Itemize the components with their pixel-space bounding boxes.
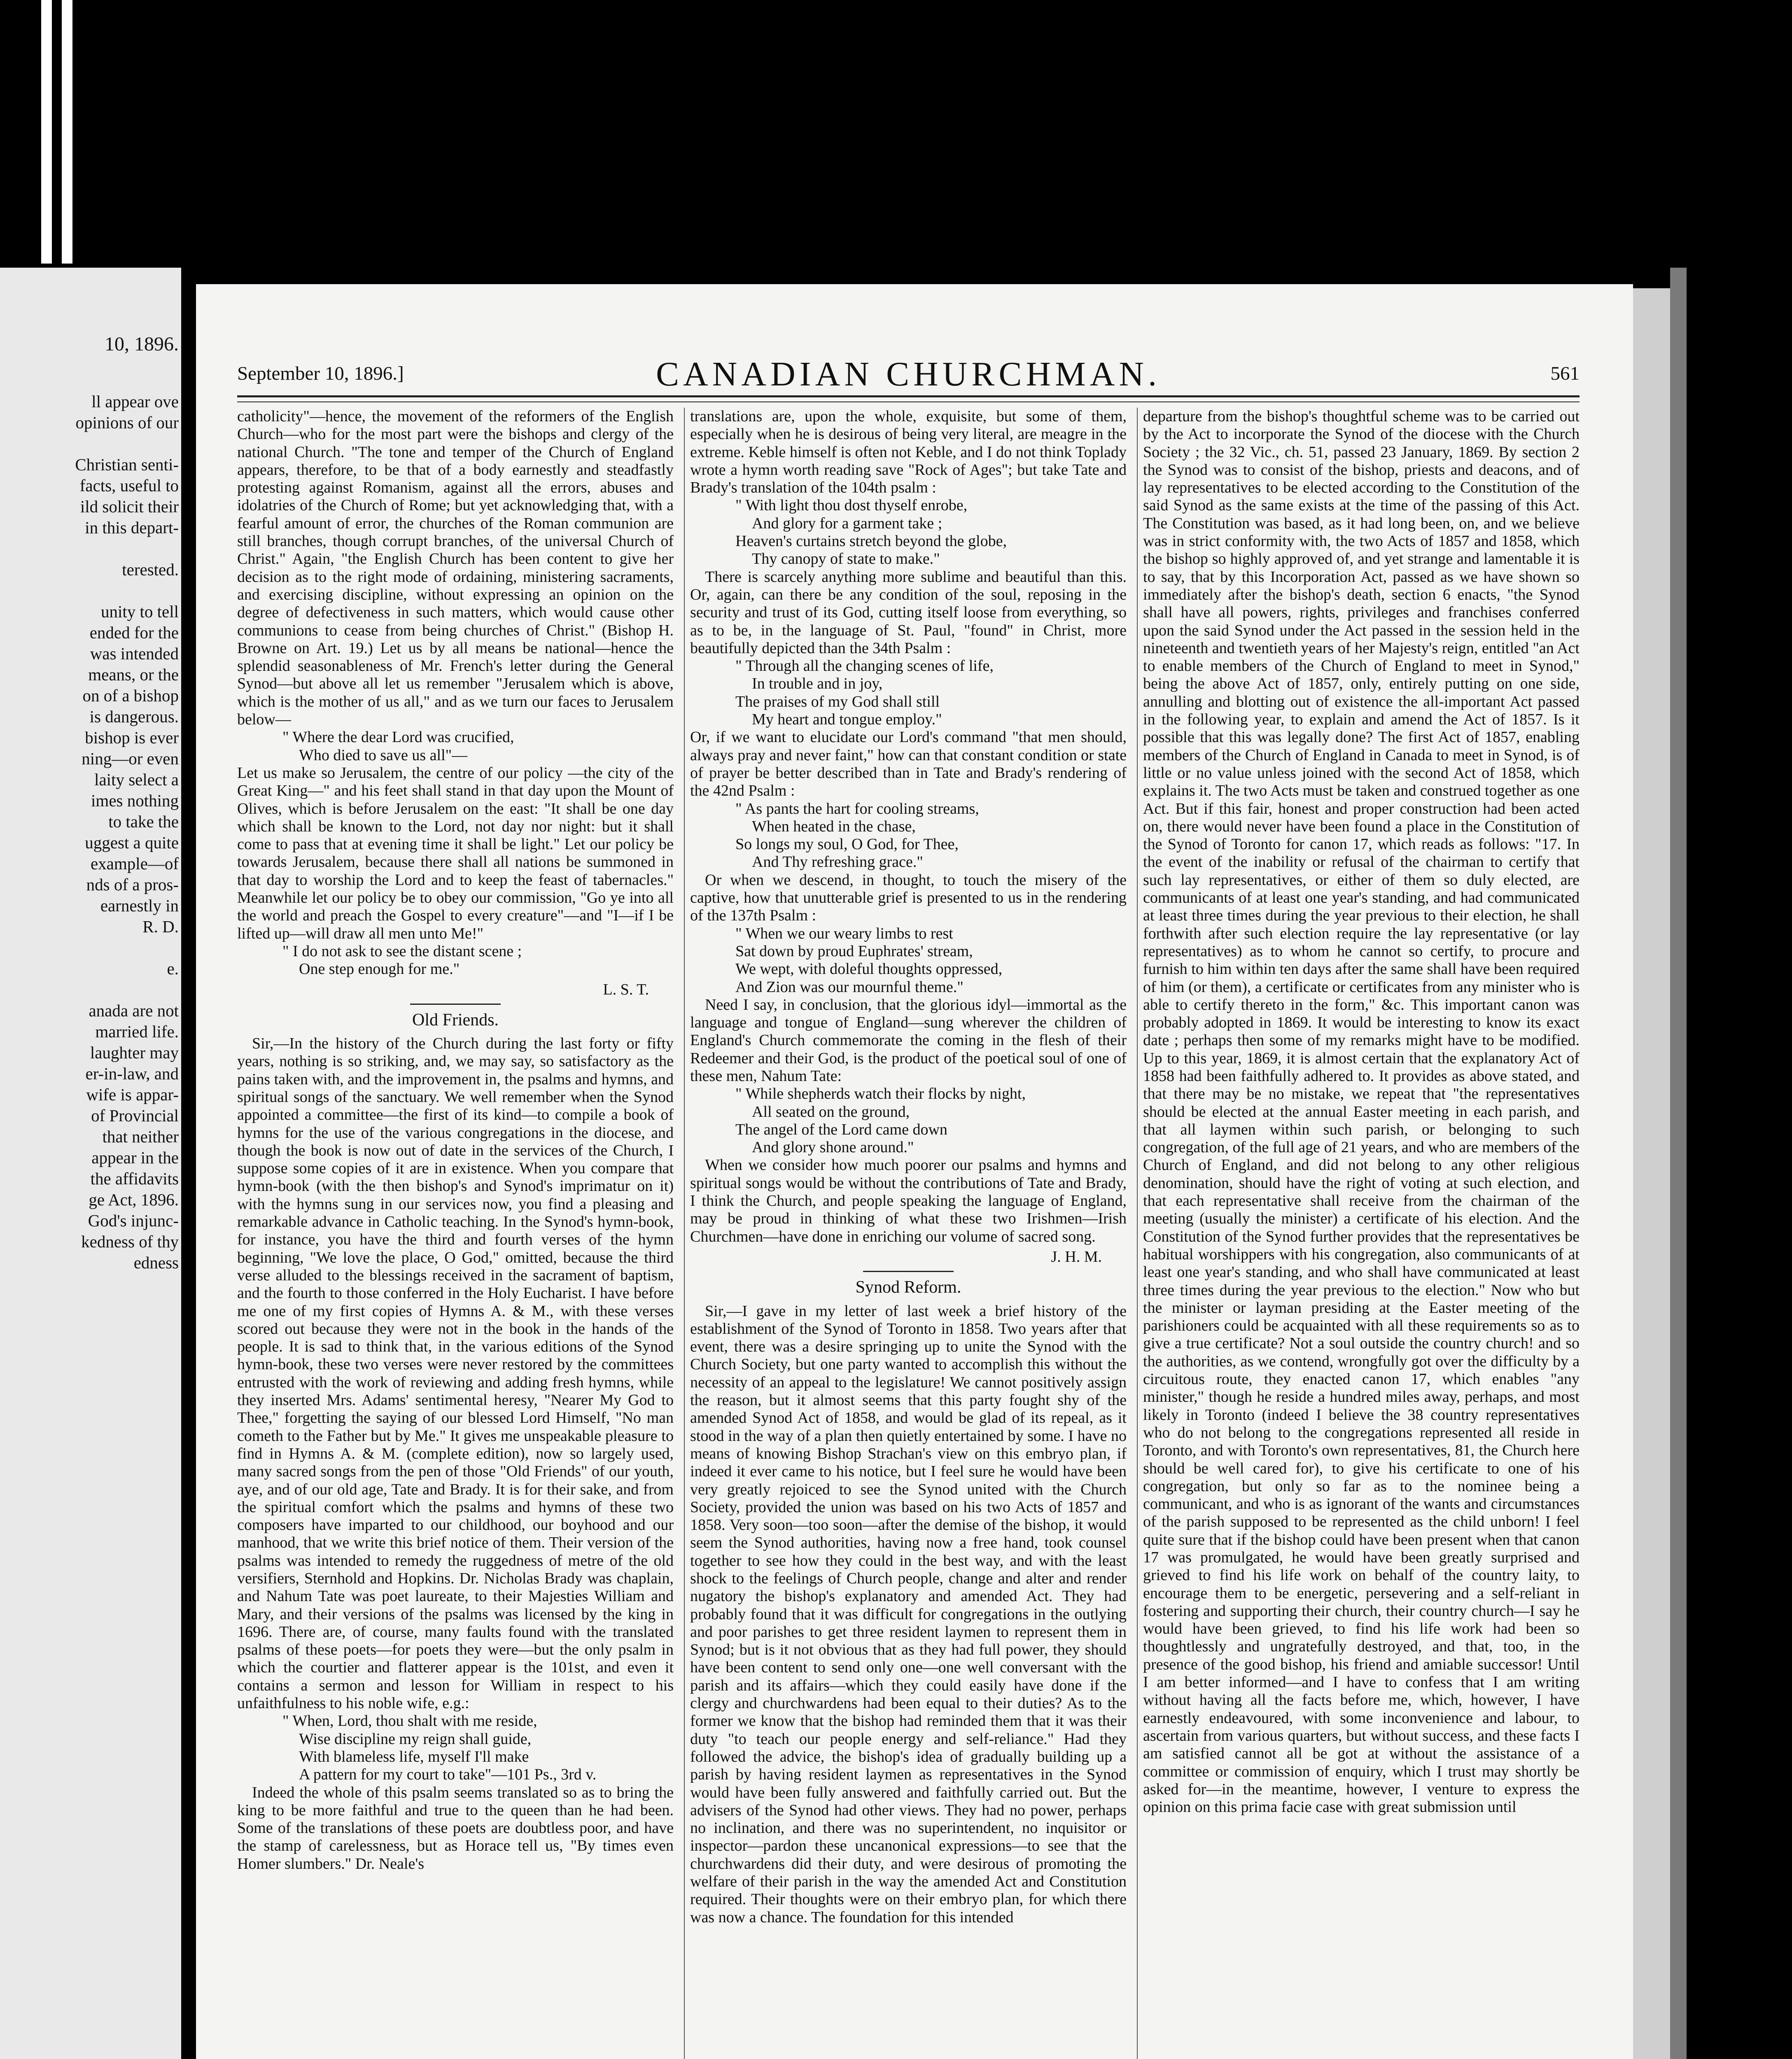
signature: L. S. T.: [603, 980, 649, 998]
article-paragraph: Sir,—In the history of the Church during the last forty or fifty years, nothing is so striking, and, we may say, so satisfactory as the pains taken with, and the improvement in, the psalms and hymns, and spiritual songs of the sanctuary. We well remember when the Synod appointed a committee—the first of its kind—to compile a book of hymns for the use of the various congregations in the diocese, and though the book is now out of date in the services of the Church, I suppose some copies of it are in existence. When you compare that hymn-book (with the then bishop's and Synod's imprimatur on it) with the hymns sung in our services now, you find a pleasing and remarkable advance in Catholic teaching. In the Synod's hymn-book, for instance, you have the third and fourth verses of the hymn beginning, "We love the place, O God," omitted, because the third verse alluded to the blessings received in the sacrament of baptism, and the fourth to those conferred in the Holy Eucharist. I have before me one of my first copies of Hymns A. & M., with these verses scored out because they were not in the book in the hands of the people. It is sad to think that, in the various editions of the Synod hymn-book, these two verses were never restored by the committees entrusted with the work of reviewing and adding fresh hymns, while they inserted Mrs. Adams' sentimental heresy, "Nearer My God to Thee," forgetting the saying of our blessed Lord Himself, "No man cometh to the Father but by Me." It gives me unspeakable pleasure to find in Hymns A. & M. (complete edition), now so largely used, many sacred songs from the pen of those "Old Friends" of our youth, aye, and of our old age, Tate and Brady. It is for their sake, and from the spiritual comfort which the psalms and hymns of these two composers have imparted to our childhood, our boyhood and our manhood, that we write this brief notice of them. Their version of the psalms was intended to remedy the ruggedness of metre of the old versifiers, Sternhold and Hopkins. Dr. Nicholas Brady was chaplain, and Nahum Tate was poet laureate, to their Majesties William and Mary, and their versions of the psalms was licensed by the king in 1696. There are, of course, many faults found with the translated psalms of these poets—for poets they were—but the only psalm in which the courtier and flatterer appear is the 101st, and even it contains a sermon and lesson for William in respect to his unfaithfulness to his noble wife, e.g.:: [237, 1035, 674, 1712]
article-paragraph: When we consider how much poorer our psalms and hymns and spiritual songs would be without the contributions of Tate and Brady, I think the Church, and people speaking the language of England, may be proud in thinking of what these two Irishmen—Irish Churchmen—have done in enriching our volume of sacred song.: [690, 1156, 1127, 1245]
verse-line: " When we our weary limbs to rest: [735, 924, 953, 942]
verse-line: And Zion was our mournful theme.": [735, 978, 964, 996]
fragment-line: terested.: [122, 560, 179, 579]
fragment-line: on of a bishop: [82, 686, 179, 705]
fragment-line: was intended: [90, 644, 179, 663]
verse-line: And Thy refreshing grace.": [752, 853, 923, 871]
fragment-line: er-in-law, and: [85, 1064, 179, 1083]
fragment-line: married life.: [95, 1022, 179, 1041]
page-edge-shadow: [1670, 268, 1687, 2059]
fragment-line: ild solicit their: [80, 497, 179, 516]
verse-line: So longs my soul, O God, for Thee,: [735, 836, 959, 853]
fragment-line: uggest a quite: [85, 833, 179, 852]
page-header: [237, 346, 1580, 395]
verse-line: " I do not ask to see the distant scene ;: [282, 942, 522, 960]
fragment-line: opinions of our: [75, 413, 179, 432]
fragment-line: means, or the: [88, 665, 179, 684]
verse-line: The praises of my God shall still: [735, 693, 940, 710]
fragment-line: of Provincial: [91, 1106, 179, 1125]
fragment-line: ning—or even: [82, 749, 179, 768]
verse-line: " Where the dear Lord was crucified,: [282, 728, 514, 746]
fragment-line: ll appear ove: [91, 392, 179, 411]
article-paragraph: There is scarcely anything more sublime and beautiful than this. Or, again, can there be any condition of the soul, reposing in the security and trust of its God, cutting itself loose from everything, so as to be, in the language of St. Paul, "found" in Christ, more beautifully depicted than the 34th Psalm :: [690, 568, 1127, 657]
page-number: 561: [1550, 363, 1580, 384]
article-paragraph: Indeed the whole of this psalm seems translated so as to bring the king to be more faithful and true to the queen than he had been. Some of the translations of these poets are doubtless poor, and have the stamp of carelessness, but as Horace tell us, "By times even Homer slumbers." Dr. Neale's: [237, 1784, 674, 1872]
fragment-line: laughter may: [90, 1043, 179, 1062]
article-title: Synod Reform.: [855, 1278, 961, 1297]
fragment-line: facts, useful to: [79, 476, 179, 495]
verse-line: " As pants the hart for cooling streams,: [735, 800, 979, 817]
verse-line: " While shepherds watch their flocks by night,: [735, 1085, 1026, 1103]
fragment-line: earnestly in: [100, 896, 179, 915]
verse-line: One step enough for me.": [299, 960, 460, 978]
fragment-line: the affidavits: [90, 1169, 179, 1188]
fragment-line: in this depart-: [85, 518, 179, 537]
divider: [863, 1271, 954, 1272]
verse-line: Wise discipline my reign shall guide,: [299, 1730, 532, 1748]
article-paragraph: translations are, upon the whole, exquisite, but some of them, especially when he is desirous of being very literal, are meagre in the extreme. Keble himself is often not Keble, and I do not think Toplady wrote a hymn worth reading save "Rock of Ages"; but take Tate and Brady's translation of the 104th psalm :: [690, 408, 1127, 497]
verse-line: " When, Lord, thou shalt with me reside,: [282, 1712, 537, 1730]
masthead-title: CANADIAN CHURCHMAN.: [656, 355, 1161, 393]
column-3: [1143, 408, 1580, 2059]
article-paragraph: Or when we descend, in thought, to touch the misery of the captive, how that unutterable grief is presented to us in the rendering of the 137th Psalm :: [690, 871, 1127, 924]
fragment-line: that neither: [102, 1127, 179, 1146]
adjacent-page-fragment: [0, 268, 181, 2059]
fragment-line: appear in the: [91, 1148, 179, 1167]
article-paragraph: Need I say, in conclusion, that the glorious idyl—immortal as the language and tongue of England—sung wherever the children of England's Church commemorate the coming in the flesh of their Redeemer and their God, is the product of the poetical soul of one of these men, Nahum Tate:: [690, 996, 1127, 1085]
verse-line: And glory for a garment take ;: [752, 514, 943, 532]
issue-date: September 10, 1896.]: [237, 363, 404, 384]
verse-line: We wept, with doleful thoughts oppressed,: [735, 960, 1003, 978]
fragment-line: R. D.: [142, 917, 179, 936]
verse-line: And glory shone around.": [752, 1139, 914, 1156]
fragment-line: to take the: [108, 812, 179, 831]
verse-line: " With light thou dost thyself enrobe,: [735, 497, 968, 514]
fragment-line: e.: [167, 959, 179, 978]
fragment-line: ge Act, 1896.: [89, 1190, 179, 1209]
fragment-line: kedness of thy: [81, 1232, 179, 1251]
verse-line: The angel of the Lord came down: [735, 1121, 947, 1138]
fragment-line: is dangerous.: [89, 707, 179, 726]
fragment-line: bishop is ever: [85, 728, 179, 747]
fragment-line: God's injunc-: [88, 1211, 179, 1230]
fragment-line: example—of: [90, 854, 179, 873]
film-bar: [62, 0, 72, 264]
verse-line: In trouble and in joy,: [752, 675, 883, 693]
film-bar: [41, 0, 52, 264]
verse-line: When heated in the chase,: [752, 817, 916, 835]
verse-line: Heaven's curtains stretch beyond the globe,: [735, 532, 1007, 550]
article-paragraph: Let us make so Jerusalem, the centre of our policy —the city of the Great King—" and his feet shall stand in that day upon the Mount of Olives, which is before Jerusalem on the east: "It shall be one day which shall be known to the Lord, not day nor night: but it shall come to pass that at evening time it shall be light." Let our policy be towards Jerusalem, because there shall all nations be summoned in that day to worship the Lord and to keep the feast of tabernacles." Meanwhile let our policy be to obey our commission, "Go ye into all the world and preach the Gospel to every creature"—and "I—if I be lifted up—will draw all men unto Me!": [237, 764, 674, 942]
column-2: [690, 408, 1127, 2059]
article-paragraph: Sir,—I gave in my letter of last week a brief history of the establishment of the Synod of Toronto in 1858. Two years after that event, there was a desire springing up to unite the Synod with the Church Society, but one party wanted to accomplish this without the necessity of an appeal to the legislature! We cannot positively assign the reason, but it almost seems that this party fought shy of the amended Synod Act of 1858, and would be glad of its repeal, as it stood in the way of a plan then quietly entertained by some. I have no means of knowing Bishop Strachan's view on this embryo plan, if indeed it ever came to his notice, but I feel sure he would have been very greatly rejoiced to see the Synod united with the Church Society, provided the union was based on his two Acts of 1857 and 1858. Very soon—too soon—after the demise of the bishop, it would seem the Synod authorities, having now a free hand, took counsel together to see how they could in the best way, and with the least shock to the feelings of Church people, change and alter and render nugatory the bishop's explanatory and amended Act. They had probably found that it was difficult for congregations in the outlying and poor parishes to get three resident laymen to represent them in Synod; but is it not obvious that as they had full power, they should have been content to send only one—one well conversant with the parish and its affairs—which they could easily have done if the clergy and churchwardens had been equal to their duties? As to the former we know that the bishop had reminded them that it was their duty "to teach our people energy and self-reliance." Had they followed the advice, the bishop's idea of gradually building up a parish by having resident laymen as representatives in the Synod would have been fully answered and faithfully carried out. But the advisers of the Synod had other views. They had no power, perhaps no inclination, and there was no superintendent, no inquisitor or inspector—pardon these uncanonical expressions—to see that the churchwardens did their duty, and were desirous of promoting the welfare of their parish in the way the amended Act and Constitution required. Their thoughts were on their embryo plan, for which there was now a chance. The foundation for this intended: [690, 1302, 1127, 1926]
newspaper-page: [196, 284, 1633, 2059]
verse-line: With blameless life, myself I'll make: [299, 1748, 529, 1765]
verse-line: Thy canopy of state to make.": [752, 550, 940, 568]
header-rule: [237, 395, 1580, 402]
fragment-line: ended for the: [89, 623, 179, 642]
article-paragraph: Or, if we want to elucidate our Lord's command "that men should, always pray and never faint," how can that constant condition or state of prayer be better described than in Tate and Brady's rendering of the 42nd Psalm :: [690, 728, 1127, 800]
fragment-line: unity to tell: [100, 602, 179, 621]
signature: J. H. M.: [1051, 1248, 1102, 1265]
fragment-date: 10, 1896.: [105, 333, 179, 355]
fragment-line: imes nothing: [91, 791, 179, 810]
fragment-line: Christian senti-: [75, 455, 179, 474]
verse-line: " Through all the changing scenes of life,: [735, 657, 994, 675]
verse-line: Sat down by proud Euphrates' stream,: [735, 942, 973, 960]
verse-line: A pattern for my court to take"—101 Ps., 3rd v.: [299, 1766, 597, 1784]
page-edge: [1633, 288, 1670, 2059]
article-paragraph: catholicity"—hence, the movement of the reformers of the English Church—who for the most part were the bishops and clergy of the national Church. "The tone and temper of the Church of England appears, therefore, to be that of a body earnestly and steadfastly protesting against Romanism, against all the errors, abuses and idolatries of the Church of Rome; but yet acknowledging that, with a fearful amount of error, the churches of the Roman communion are still branches, though corrupt branches, of the universal Church of Christ." Again, "the English Church has been content to give her decision as to the right mode of ordaining, ministering sacraments, and exercising discipline, without expressing an opinion on the degree of defectiveness in such matters, which would cause other communions to cease from being churches of Christ." (Bishop H. Browne on Art. 19.) Let us by all means be national—hence the splendid seasonableness of Mr. French's letter during the General Synod—but above all let us remember "Jerusalem which is above, which is the mother of us all," and as we turn our faces to Jerusalem below—: [237, 408, 674, 728]
divider: [410, 1004, 501, 1005]
fragment-line: nds of a pros-: [86, 875, 179, 894]
fragment-line: anada are not: [89, 1001, 179, 1020]
verse-line: Who died to save us all"—: [299, 746, 468, 764]
column-1: [237, 408, 674, 2059]
article-paragraph: departure from the bishop's thoughtful scheme was to be carried out by the Act to incorporate the Synod of the diocese with the Church Society ; the 32 Vic., ch. 51, passed 23 January, 1869. By section 2 the Synod was to consist of the bishop, priests and deacons, and of lay representatives to be elected according to the Constitution of the said Synod as the same exists at the time of the passing of this Act. The Constitution was based, as it had long been, on, and we believe was in strict conformity with, the two Acts of 1857 and 1858, which the bishop so highly approved of, and yet strange and lamentable it is to say, that by this Incorporation Act, passed as we have shown so immediately after the bishop's death, section 6 enacts, "the Synod shall have all powers, rights, privileges and franchises conferred upon the said Synod under the Act passed in the session held in the nineteenth and twentieth years of her Majesty's reign, entitled "an Act to enable members of the Church of England to meet in Synod," being the above Act of 1857, only, entirely putting on one side, annulling and blotting out of existence the all-important Act passed in the following year, to explain and amend the Act of 1857. Is it possible that this was legally done? The first Act of 1857, enabling members of the Church of England in Canada to meet in Synod, is of little or no value unless joined with the second Act of 1858, which explains it. The two Acts must be taken and construed together as one Act. But if this fair, honest and proper construction had been acted on, there would never have been found a place in the Constitution of the Synod of Toronto for canon 17, which reads as follows: "17. In the event of the inability or refusal of the chairman to certify that such lay representatives, or either of them so duly elected, are communicants of at least one year's standing, and had communicated at least three times during the year previous to their election, he shall forthwith after such election require the lay representative (or lay representatives) as to whom he cannot so certify, to procure and furnish to him within ten days after the same shall have been required of him (or them), a certificate or certificates from any minister who is able to certify thereto in the form," &c. This important canon was probably adopted in 1869. It would be interesting to know its exact date ; perhaps then some of my remarks might have to be modified. Up to this year, 1869, it is almost certain that the explanatory Act of 1858 had been faithfully adhered to. It provides as above stated, and that there may be no mistake, we repeat that "the representatives should be elected at the annual Easter meeting in each parish, and that all laymen within such parish, or belonging to such congregation, of the full age of 21 years, and who are members of the Church of England, and did not belong to any other religious denomination, should have the right of voting at such election, and that each representative shall receive from the chairman of the meeting (usually the minister) a certificate of his election. And the Constitution of the Synod further provides that the representatives be habitual worshippers with his congregation, also communicants of at least one year's standing, and who shall have communicated at least three times during the year previous to the election." Now who but the minister or layman presiding at the Easter meeting of the parishioners could be acquainted with all these requirements so as to give a true certificate? Not a soul outside the country church! and so the authorities, as we contend, wrongfully got over the difficulty by a circuitous route, they enacted canon 17, which enables "any minister," though he reside a hundred miles away, perhaps, and most likely in Toronto (indeed I believe the 38 country representatives who do not belong to the congregations represented all reside in Toronto, and with Toronto's own representatives, 81, the Church here should be well cared for), to give his certificate to one of his congregation, but only so far as to the nominee being a communicant, and who is as ignorant of the wants and circumstances of the parish supposed to be represented as the child unborn! I feel quite sure that if the bishop could have been present when that canon 17 was promulgated, he would have been greatly surprised and grieved to find his life work on behalf of the country laity, to encourage them to be energetic, persevering and a self-reliant in fostering and supporting their church, their country church—I say he would have been grieved, to find his life work had been so thoughtlessly and ungratefully destroyed, and that, too, in the presence of the good bishop, his friend and amiable successor! Until I am better informed—and I have to confess that I am writing without having all the facts before me, which, however, I have earnestly endeavoured, with some inconvenience and labour, to ascertain from various quarters, but without success, and these facts I am satisfied cannot all be got at without the assistance of a committee or commission of enquiry, which I trust may shortly be asked for—in the meantime, however, I venture to express the opinion on this prima facie case with great submission until: [1143, 408, 1580, 1816]
column-rule: [1137, 408, 1138, 2059]
column-rule: [684, 408, 685, 2059]
fragment-line: laity select a: [94, 770, 179, 789]
fragment-line: wife is appar-: [86, 1085, 179, 1104]
fragment-line: edness: [133, 1253, 179, 1272]
verse-line: All seated on the ground,: [752, 1103, 910, 1121]
article-title: Old Friends.: [412, 1010, 499, 1030]
verse-line: My heart and tongue employ.": [752, 711, 942, 728]
